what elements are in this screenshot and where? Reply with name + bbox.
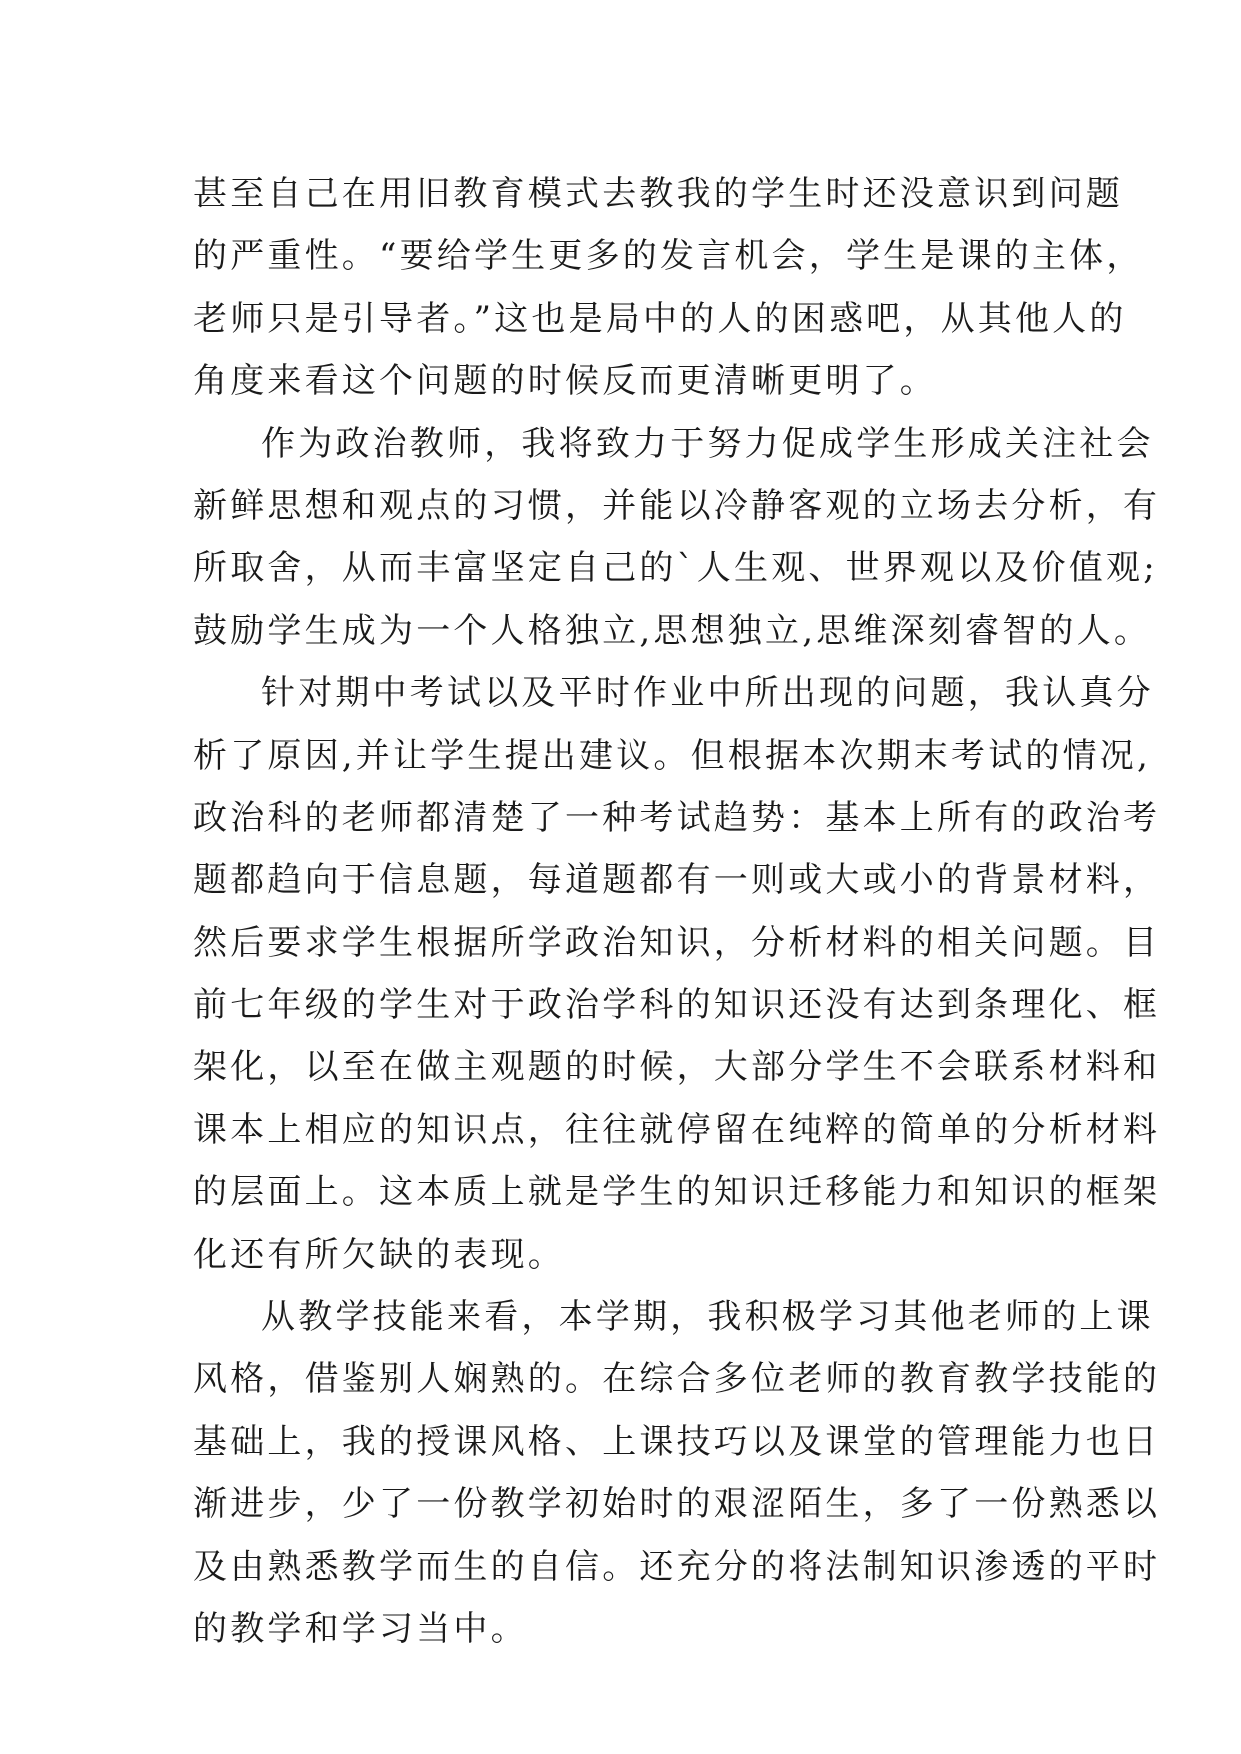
text-line: 化还有所欠缺的表现。 — [193, 1234, 565, 1275]
paragraph-first-line: 作为政治教师，我将致力于努力促成学生形成关注社会 — [261, 423, 1154, 464]
text-line: 老师只是引导者。”这也是局中的人的困惑吧，从其他人的 — [193, 298, 1127, 339]
text-line: 角度来看这个问题的时候反而更清晰更明了。 — [193, 361, 937, 402]
text-line: 甚至自己在用旧教育模式去教我的学生时还没意识到问题 — [193, 174, 1123, 214]
text-line: 析了原因,并让学生提出建议。但根据本次期末考试的情况, — [193, 735, 1152, 776]
text-line: 及由熟悉教学而生的自信。还充分的将法制知识渗透的平时 — [193, 1546, 1161, 1587]
text-line: 政治科的老师都清楚了一种考试趋势：基本上所有的政治考 — [193, 797, 1161, 838]
text-line: 的层面上。这本质上就是学生的知识迁移能力和知识的框架 — [193, 1172, 1161, 1213]
text-line: 前七年级的学生对于政治学科的知识还没有达到条理化、框 — [193, 985, 1161, 1026]
text-line: 的严重性。“要给学生更多的发言机会，学生是课的主体， — [193, 236, 1144, 277]
text-line: 然后要求学生根据所学政治知识，分析材料的相关问题。目 — [193, 922, 1161, 963]
text-line: 所取舍，从而丰富坚定自己的`人生观、世界观以及价值观; — [193, 548, 1158, 589]
paragraph-first-line: 从教学技能来看，本学期，我积极学习其他老师的上课 — [261, 1297, 1154, 1338]
text-line: 风格，借鉴别人娴熟的。在综合多位老师的教育教学技能的 — [193, 1359, 1161, 1400]
text-line: 新鲜思想和观点的习惯，并能以冷静客观的立场去分析，有 — [193, 485, 1161, 526]
text-line: 课本上相应的知识点，往往就停留在纯粹的简单的分析材料 — [193, 1109, 1161, 1150]
text-line: 架化，以至在做主观题的时候，大部分学生不会联系材料和 — [193, 1047, 1161, 1088]
text-line: 基础上，我的授课风格、上课技巧以及课堂的管理能力也日 — [193, 1421, 1161, 1462]
text-line: 渐进步，少了一份教学初始时的艰涩陌生，多了一份熟悉以 — [193, 1484, 1161, 1525]
text-line: 题都趋向于信息题，每道题都有一则或大或小的背景材料， — [193, 860, 1161, 901]
text-line: 的教学和学习当中。 — [193, 1608, 528, 1649]
paragraph-first-line: 针对期中考试以及平时作业中所出现的问题，我认真分 — [261, 673, 1154, 714]
body-text — [193, 163, 1161, 1660]
text-line: 鼓励学生成为一个人格独立,思想独立,思维深刻睿智的人。 — [193, 610, 1152, 651]
